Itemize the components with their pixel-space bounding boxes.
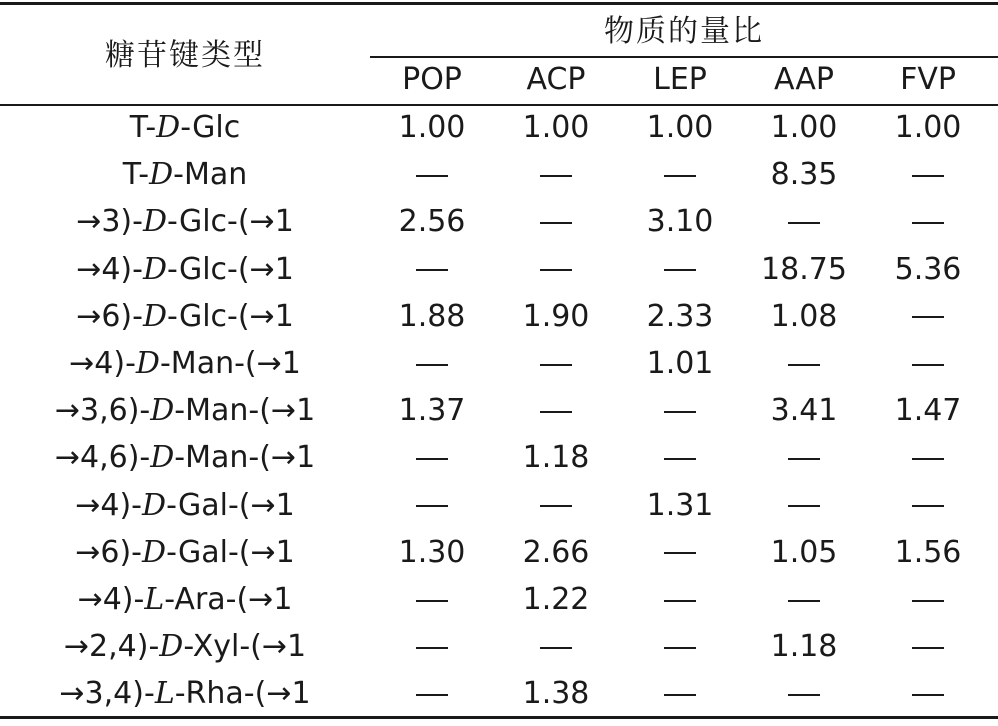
linkage-prefix: →3)- (76, 204, 143, 240)
table-cell (912, 674, 944, 714)
linkage-suffix: -Glc-(→1 (167, 204, 294, 240)
table-cell: 1.00 (398, 110, 466, 145)
linkage-prefix: →3,4)- (59, 676, 155, 712)
empty-dash (664, 411, 696, 413)
table-cell (912, 438, 944, 478)
empty-dash (416, 600, 448, 602)
table-cell: 3.41 (770, 393, 838, 429)
table-cell (540, 627, 572, 667)
table-cell (912, 155, 944, 195)
empty-dash (664, 552, 696, 554)
column-header-aap: AAP (774, 62, 834, 97)
table-cell (416, 438, 448, 478)
linkage-suffix: -Ara-(→1 (164, 582, 293, 617)
table-cell: 1.00 (894, 110, 962, 145)
table-cell: 2.33 (646, 298, 714, 334)
table-cell (664, 155, 696, 195)
table-cell: 1.90 (522, 298, 590, 334)
configuration-letter: L (144, 582, 165, 617)
empty-dash (540, 364, 572, 366)
empty-dash (416, 694, 448, 696)
table-cell (664, 438, 696, 478)
empty-dash (664, 269, 696, 271)
table-cell: 1.31 (646, 487, 714, 523)
table-cell (416, 486, 448, 526)
table-cell (788, 580, 820, 620)
table-cell: 5.36 (894, 251, 962, 287)
table-cell: 2.56 (398, 204, 466, 240)
header-rule (0, 104, 998, 106)
empty-dash (788, 364, 820, 366)
configuration-letter: D (142, 204, 168, 240)
table-cell (416, 344, 448, 384)
table-cell (664, 250, 696, 290)
row-label (0, 250, 370, 290)
row-label (0, 438, 370, 478)
configuration-letter: D (142, 487, 167, 523)
empty-dash (416, 458, 448, 460)
table-cell (664, 533, 696, 573)
configuration-letter: D (156, 110, 181, 145)
empty-dash (912, 364, 944, 366)
linkage-prefix: →3,6)- (54, 393, 151, 429)
linkage-suffix: -Gal-(→1 (166, 534, 295, 570)
empty-dash (664, 458, 696, 460)
configuration-letter: D (135, 346, 160, 381)
linkage-prefix: T- (122, 157, 150, 193)
row-label (0, 108, 370, 148)
group-header-rule (370, 56, 998, 58)
configuration-letter: D (142, 251, 168, 287)
configuration-letter: D (150, 440, 175, 476)
table-cell: 1.00 (522, 110, 590, 145)
linkage-prefix: →6)- (76, 298, 143, 334)
table-cell (540, 155, 572, 195)
column-header-lep: LEP (653, 62, 707, 97)
table-cell (788, 674, 820, 714)
column-header-acp: ACP (526, 62, 586, 97)
empty-dash (912, 222, 944, 224)
empty-dash (912, 458, 944, 460)
configuration-letter: D (142, 298, 168, 334)
table-cell (788, 438, 820, 478)
linkage-suffix: -Man-(→1 (174, 440, 316, 476)
empty-dash (912, 316, 944, 318)
linkage-suffix: -Xyl-(→1 (183, 629, 307, 665)
table-cell: 8.35 (770, 157, 838, 193)
empty-dash (540, 647, 572, 649)
linkage-prefix: →4)- (75, 487, 143, 523)
empty-dash (540, 411, 572, 413)
empty-dash (416, 364, 448, 366)
linkage-suffix: -Glc-(→1 (167, 251, 294, 287)
empty-dash (788, 694, 820, 696)
row-label (0, 155, 370, 195)
empty-dash (912, 600, 944, 602)
table-cell (788, 344, 820, 384)
row-label (0, 297, 370, 337)
linkage-suffix: -Man-(→1 (174, 393, 316, 429)
table-cell: 18.75 (761, 251, 847, 287)
empty-dash (664, 175, 696, 177)
linkage-suffix: -Gal-(→1 (166, 487, 295, 523)
empty-dash (912, 175, 944, 177)
table-cell: 1.05 (770, 534, 838, 570)
table-cell: 1.00 (646, 110, 714, 145)
row-label (0, 344, 370, 384)
empty-dash (664, 647, 696, 649)
table-cell (416, 155, 448, 195)
linkage-prefix: →6)- (75, 534, 143, 570)
table-cell (912, 202, 944, 242)
table-cell (664, 391, 696, 431)
linkage-prefix: →4)- (77, 582, 145, 617)
table-cell (912, 486, 944, 526)
configuration-letter: D (159, 629, 184, 665)
table-cell: 1.56 (894, 534, 962, 570)
table-cell (416, 627, 448, 667)
table-cell: 1.37 (398, 393, 466, 429)
column-header-fvp: FVP (900, 62, 956, 97)
configuration-letter: D (142, 534, 167, 570)
table-cell (664, 627, 696, 667)
empty-dash (788, 600, 820, 602)
row-label (0, 580, 370, 620)
table-cell: 1.38 (522, 676, 590, 712)
linkage-prefix: →4)- (76, 251, 143, 287)
empty-dash (540, 269, 572, 271)
empty-dash (664, 600, 696, 602)
empty-dash (788, 505, 820, 507)
table-cell (540, 344, 572, 384)
table-cell: 1.00 (770, 110, 838, 145)
empty-dash (540, 222, 572, 224)
linkage-prefix: →4)- (69, 346, 136, 381)
empty-dash (912, 505, 944, 507)
row-label (0, 533, 370, 573)
table-cell (912, 580, 944, 620)
column-header-pop: POP (402, 62, 462, 97)
table-cell: 1.18 (522, 440, 590, 476)
table-cell (416, 580, 448, 620)
empty-dash (664, 694, 696, 696)
table-cell: 1.22 (522, 582, 590, 617)
empty-dash (416, 269, 448, 271)
table-cell: 1.47 (894, 393, 962, 429)
table-cell (540, 202, 572, 242)
table-cell (788, 486, 820, 526)
row-label (0, 486, 370, 526)
table-cell (416, 250, 448, 290)
table-cell: 1.01 (646, 346, 714, 381)
linkage-prefix: →2,4)- (63, 629, 160, 665)
table-cell (912, 627, 944, 667)
table-cell: 1.88 (398, 298, 466, 334)
row-label (0, 391, 370, 431)
empty-dash (912, 694, 944, 696)
empty-dash (416, 175, 448, 177)
empty-dash (540, 505, 572, 507)
row-label (0, 202, 370, 242)
table-cell (664, 674, 696, 714)
table-cell (416, 674, 448, 714)
empty-dash (788, 458, 820, 460)
row-label (0, 674, 370, 714)
table-cell: 1.30 (398, 534, 466, 570)
table-cell (540, 250, 572, 290)
table-cell: 1.08 (770, 298, 838, 334)
row-label (0, 627, 370, 667)
empty-dash (416, 505, 448, 507)
table-cell (912, 297, 944, 337)
empty-dash (912, 647, 944, 649)
table-cell (912, 344, 944, 384)
configuration-letter: D (149, 157, 174, 193)
empty-dash (540, 175, 572, 177)
configuration-letter: L (154, 676, 175, 712)
linkage-suffix: -Glc-(→1 (167, 298, 294, 334)
group-header: 物质的量比 (604, 14, 764, 49)
configuration-letter: D (150, 393, 175, 429)
linkage-suffix: -Glc (180, 110, 241, 145)
row-label-header: 糖苷键类型 (105, 38, 265, 73)
table-cell: 2.66 (522, 534, 590, 570)
bottom-rule (0, 716, 998, 719)
linkage-suffix: -Man-(→1 (159, 346, 301, 381)
table-cell: 3.10 (646, 204, 714, 240)
top-rule (0, 2, 998, 5)
table-cell (540, 486, 572, 526)
linkage-prefix: →4,6)- (54, 440, 151, 476)
empty-dash (416, 647, 448, 649)
linkage-suffix: -Rha-(→1 (174, 676, 311, 712)
table-cell (540, 391, 572, 431)
table-cell (664, 580, 696, 620)
empty-dash (788, 222, 820, 224)
table-cell: 1.18 (770, 629, 838, 665)
linkage-prefix: T- (129, 110, 157, 145)
table-cell (788, 202, 820, 242)
linkage-suffix: -Man (173, 157, 248, 193)
